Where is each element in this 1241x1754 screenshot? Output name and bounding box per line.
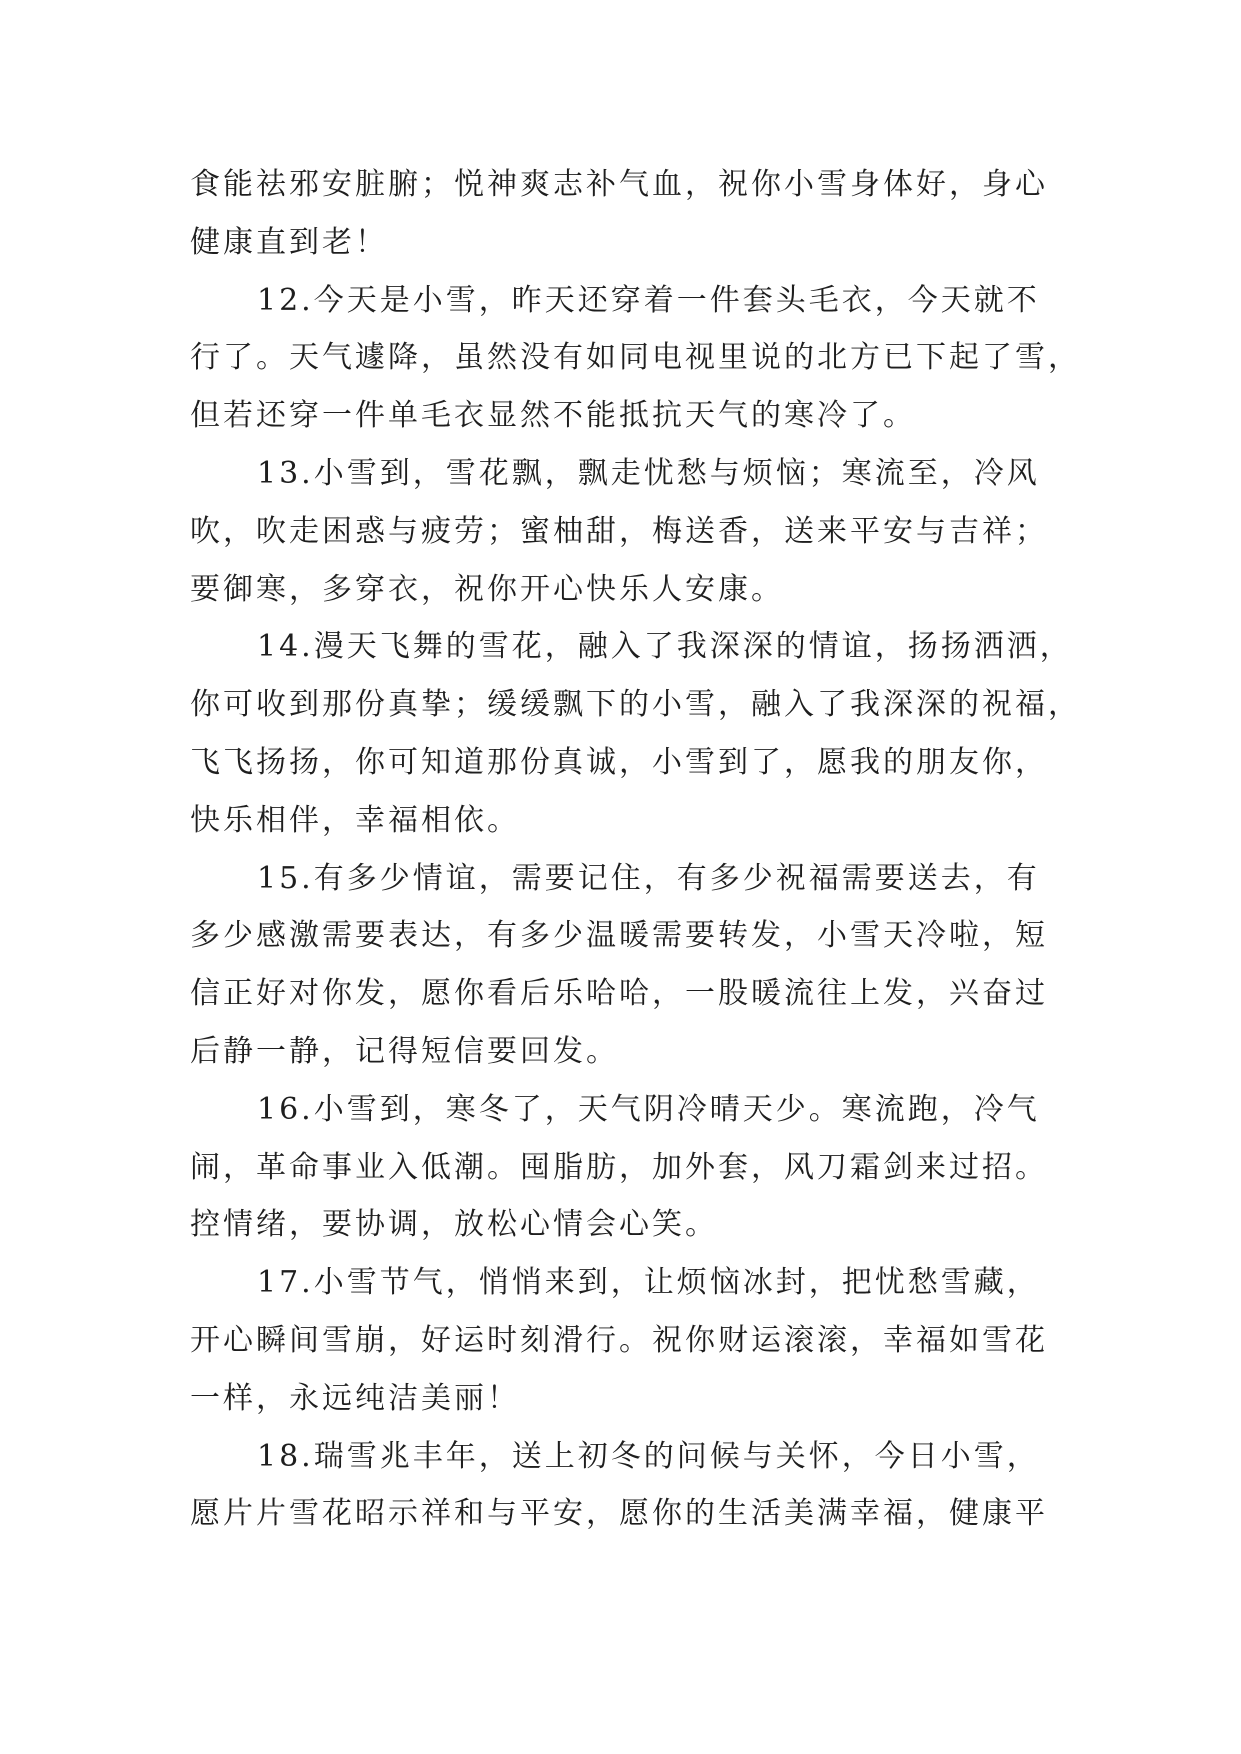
- text-line: 17.小雪节气，悄悄来到，让烦恼冰封，把忧愁雪藏，: [257, 1265, 1040, 1301]
- text-line: 飞飞扬扬，你可知道那份真诚，小雪到了，愿我的朋友你，: [190, 744, 1048, 780]
- paragraph-continuation: [190, 156, 1090, 272]
- paragraph-13: [190, 445, 1090, 618]
- text-line: 12.今天是小雪，昨天还穿着一件套头毛衣，今天就不: [257, 282, 1040, 318]
- text-line: 开心瞬间雪崩，好运时刻滑行。祝你财运滚滚，幸福如雪花: [190, 1322, 1048, 1358]
- text-line: 控情绪，要协调，放松心情会心笑。: [190, 1207, 718, 1243]
- text-line: 闹，革命事业入低潮。囤脂肪，加外套，风刀霜剑来过招。: [190, 1149, 1048, 1185]
- text-line: 一样，永远纯洁美丽！: [190, 1380, 520, 1416]
- text-line: 多少感激需要表达，有多少温暖需要转发，小雪天冷啦，短: [190, 918, 1048, 954]
- paragraph-12: [190, 272, 1090, 445]
- text-line: 你可收到那份真挚；缓缓飘下的小雪，融入了我深深的祝福，: [190, 687, 1081, 723]
- paragraph-18: [190, 1428, 1090, 1544]
- text-line: 吹，吹走困惑与疲劳；蜜柚甜，梅送香，送来平安与吉祥；: [190, 513, 1048, 549]
- paragraph-14: [190, 618, 1090, 849]
- text-line: 快乐相伴，幸福相依。: [190, 802, 520, 838]
- text-line: 但若还穿一件单毛衣显然不能抵抗天气的寒冷了。: [190, 398, 916, 434]
- text-line: 14.漫天飞舞的雪花，融入了我深深的情谊，扬扬洒洒，: [257, 629, 1073, 665]
- paragraph-16: [190, 1081, 1090, 1254]
- text-line: 16.小雪到，寒冬了，天气阴冷晴天少。寒流跑，冷气: [257, 1091, 1040, 1127]
- text-line: 行了。天气遽降，虽然没有如同电视里说的北方已下起了雪，: [190, 340, 1081, 376]
- text-line: 食能祛邪安脏腑；悦神爽志补气血，祝你小雪身体好，身心: [190, 167, 1048, 202]
- text-line: 愿片片雪花昭示祥和与平安，愿你的生活美满幸福，健康平: [190, 1496, 1048, 1532]
- text-line: 后静一静，记得短信要回发。: [190, 1033, 619, 1069]
- text-line: 13.小雪到，雪花飘，飘走忧愁与烦恼；寒流至，冷风: [257, 455, 1040, 491]
- text-line: 要御寒，多穿衣，祝你开心快乐人安康。: [190, 571, 784, 607]
- document-page: [190, 156, 1090, 1543]
- text-line: 信正好对你发，愿你看后乐哈哈，一股暖流往上发，兴奋过: [190, 976, 1048, 1012]
- text-line: 18.瑞雪兆丰年，送上初冬的问候与关怀，今日小雪，: [257, 1438, 1040, 1474]
- paragraph-15: [190, 850, 1090, 1081]
- text-line: 15.有多少情谊，需要记住，有多少祝福需要送去，有: [257, 860, 1040, 896]
- text-line: 健康直到老！: [190, 224, 388, 260]
- paragraph-17: [190, 1254, 1090, 1427]
